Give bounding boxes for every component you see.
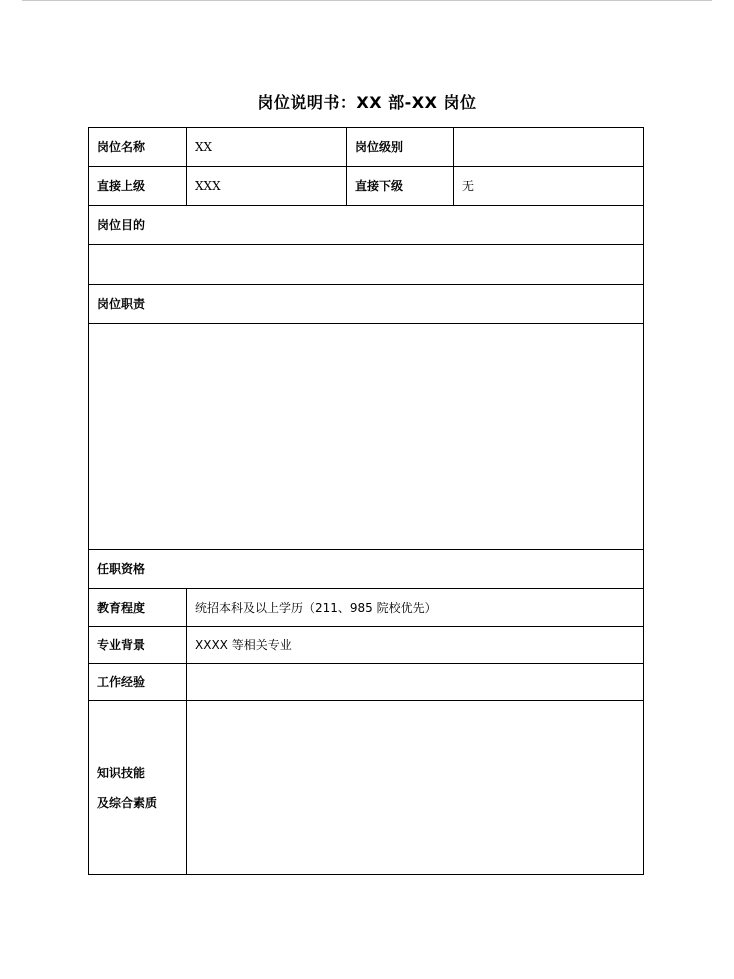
table-row: [89, 589, 644, 627]
direct-subordinate-value: 无: [454, 167, 644, 206]
duties-content: [89, 324, 644, 550]
experience-label: 工作经验: [89, 664, 187, 701]
experience-value: [187, 664, 644, 701]
document-title: 岗位说明书：XX 部-XX 岗位: [257, 93, 477, 112]
table-row: [89, 627, 644, 664]
direct-subordinate-label: 直接下级: [347, 167, 454, 206]
table-row: [89, 550, 644, 589]
direct-superior-value: XXX: [187, 167, 347, 206]
purpose-content: [89, 245, 644, 285]
position-name-value: XX: [187, 128, 347, 167]
education-value: 统招本科及以上学历（211、985 院校优先）: [187, 589, 644, 627]
table-row: [89, 701, 644, 875]
table-row: [89, 167, 644, 206]
position-name-label: 岗位名称: [89, 128, 187, 167]
table-row: [89, 206, 644, 245]
major-value: XXXX 等相关专业: [187, 627, 644, 664]
table-row: [89, 128, 644, 167]
table-row: [89, 664, 644, 701]
skills-label: [89, 701, 187, 875]
duties-label: 岗位职责: [89, 285, 644, 324]
position-level-label: 岗位级别: [347, 128, 454, 167]
skills-label-line1: 知识技能: [97, 765, 146, 780]
top-rule: [22, 0, 712, 1]
table-row: [89, 285, 644, 324]
table-row: [89, 245, 644, 285]
education-label: 教育程度: [89, 589, 187, 627]
skills-label-line2: 及综合素质: [97, 795, 158, 810]
major-label: 专业背景: [89, 627, 187, 664]
qualifications-label: 任职资格: [89, 550, 644, 589]
purpose-label: 岗位目的: [89, 206, 644, 245]
table-row: [89, 324, 644, 550]
position-level-value: [454, 128, 644, 167]
job-description-table: [88, 127, 644, 875]
skills-value: [187, 701, 644, 875]
direct-superior-label: 直接上级: [89, 167, 187, 206]
